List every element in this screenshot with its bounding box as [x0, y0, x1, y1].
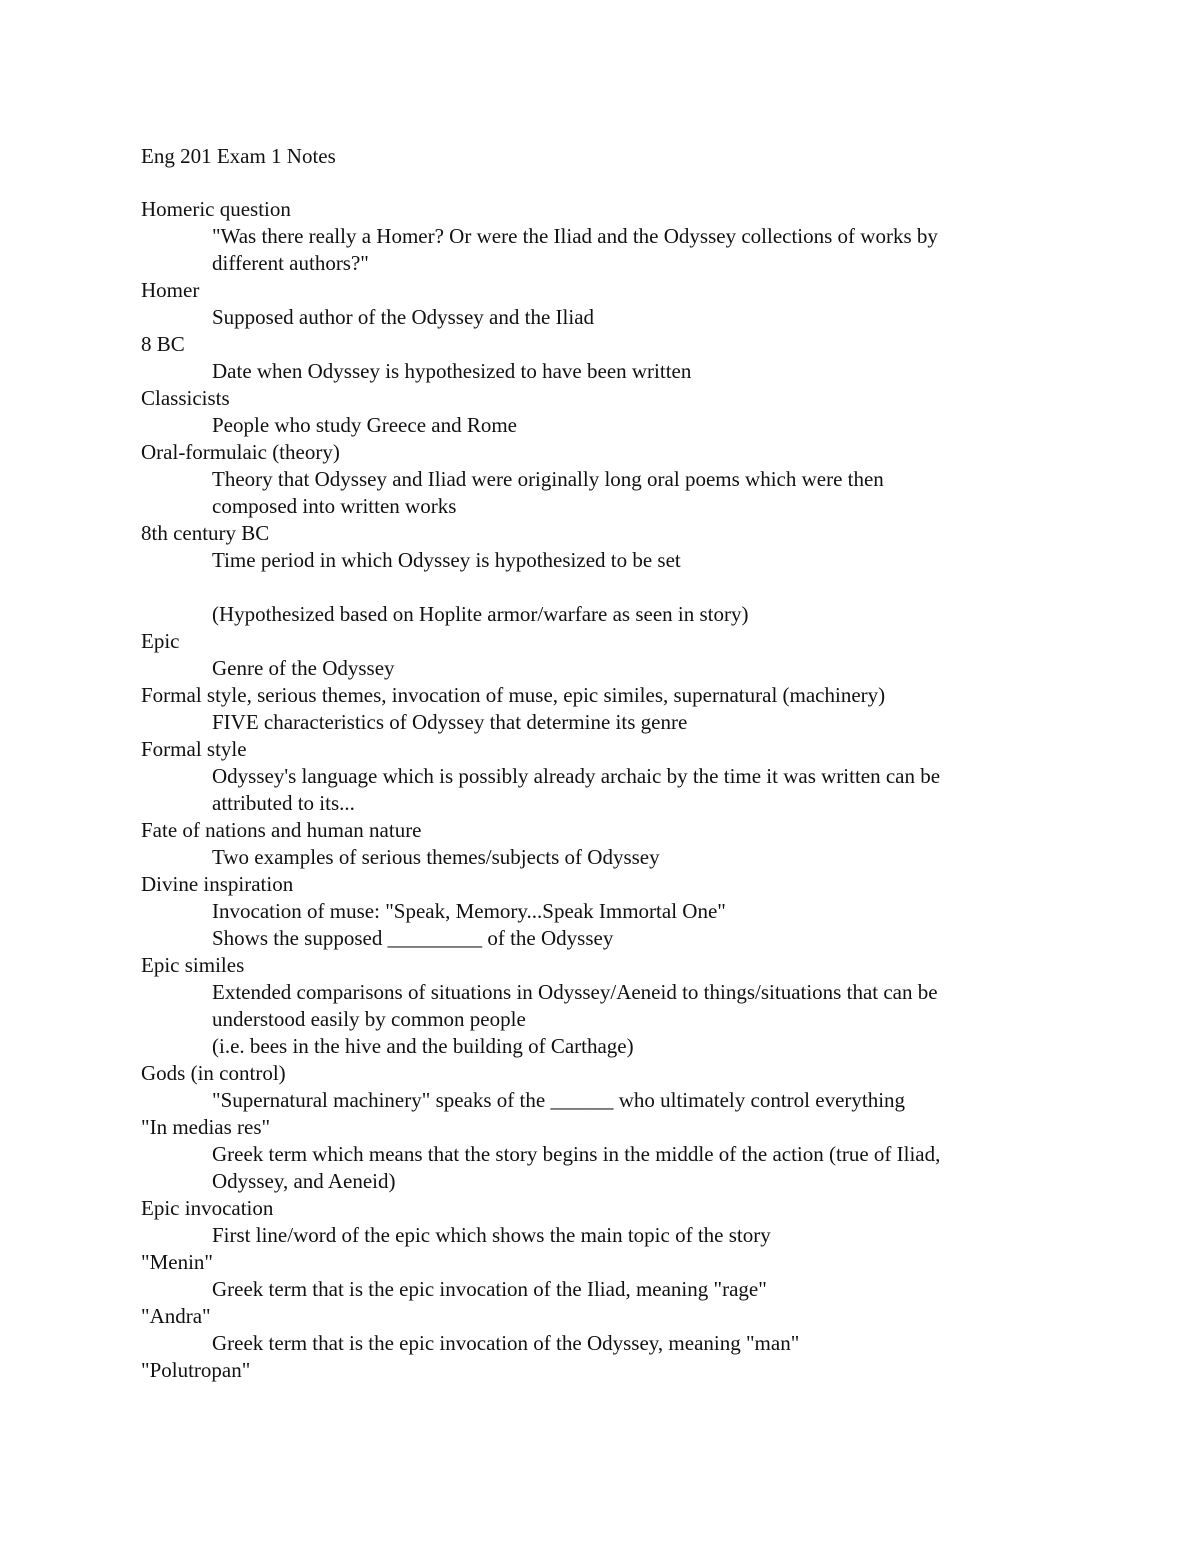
note-entry [141, 520, 1041, 628]
definition-line: Greek term which means that the story begins in the middle of the action (true of Iliad, [212, 1142, 941, 1166]
note-term: Fate of nations and human nature [141, 818, 422, 842]
note-term: Epic [141, 629, 180, 653]
note-entry [141, 817, 1041, 871]
note-definition [141, 1330, 1041, 1357]
definition-line: Theory that Odyssey and Iliad were originally long oral poems which were then [212, 467, 884, 491]
note-definition [141, 844, 1041, 871]
note-term: "Polutropan" [141, 1358, 251, 1382]
note-term: Gods (in control) [141, 1061, 286, 1085]
definition-line: "Was there really a Homer? Or were the Iliad and the Odyssey collections of works by [212, 224, 938, 248]
definition-line: Two examples of serious themes/subjects of Odyssey [212, 845, 660, 869]
note-entry [141, 736, 1041, 817]
definition-line: Date when Odyssey is hypothesized to have been written [212, 359, 692, 383]
note-definition [141, 547, 1041, 628]
note-entry [141, 385, 1041, 439]
definition-line: attributed to its... [212, 791, 355, 815]
definition-line: composed into written works [212, 494, 457, 518]
note-term: Divine inspiration [141, 872, 294, 896]
note-definition [141, 655, 1041, 682]
note-entry [141, 439, 1041, 520]
definition-line: understood easily by common people [212, 1007, 526, 1031]
note-definition [141, 412, 1041, 439]
note-term: 8 BC [141, 332, 185, 356]
note-entry [141, 628, 1041, 682]
definition-line: Greek term that is the epic invocation of the Iliad, meaning "rage" [212, 1277, 767, 1301]
note-entry [141, 1114, 1041, 1195]
note-term: Epic invocation [141, 1196, 274, 1220]
note-entry [141, 196, 1041, 277]
note-entry [141, 277, 1041, 331]
note-definition [141, 1222, 1041, 1249]
document-title: Eng 201 Exam 1 Notes [141, 144, 336, 168]
note-entry [141, 682, 1041, 736]
definition-line: Greek term that is the epic invocation of the Odyssey, meaning "man" [212, 1331, 800, 1355]
note-definition [141, 304, 1041, 331]
note-definition [141, 898, 1041, 952]
note-definition [141, 466, 1041, 520]
note-term: Formal style [141, 737, 247, 761]
note-entry [141, 1249, 1041, 1303]
definition-line: Shows the supposed _________ of the Odyssey [212, 926, 614, 950]
note-term: Oral-formulaic (theory) [141, 440, 340, 464]
definition-line: People who study Greece and Rome [212, 413, 518, 437]
note-term: Formal style, serious themes, invocation of muse, epic similes, supernatural (machinery) [141, 683, 886, 707]
note-entry [141, 871, 1041, 952]
note-term: "In medias res" [141, 1115, 271, 1139]
definition-line: Time period in which Odyssey is hypothesized to be set [212, 548, 681, 572]
note-term: Classicists [141, 386, 230, 410]
definition-line: different authors?" [212, 251, 369, 275]
note-definition [141, 358, 1041, 385]
definition-line: Genre of the Odyssey [212, 656, 395, 680]
definition-line: Odyssey's language which is possibly already archaic by the time it was written can be [212, 764, 941, 788]
note-entry [141, 1357, 1041, 1384]
note-term: Homer [141, 278, 200, 302]
definition-line: (Hypothesized based on Hoplite armor/warfare as seen in story) [212, 602, 749, 626]
definition-line: Extended comparisons of situations in Odyssey/Aeneid to things/situations that can be [212, 980, 938, 1004]
note-definition [141, 1141, 1041, 1195]
note-definition [141, 979, 1041, 1060]
note-term: Homeric question [141, 197, 291, 221]
definition-line: (i.e. bees in the hive and the building of Carthage) [212, 1034, 634, 1058]
note-entry [141, 1195, 1041, 1249]
note-term: "Menin" [141, 1250, 213, 1274]
definition-line: Odyssey, and Aeneid) [212, 1169, 396, 1193]
note-entry [141, 1060, 1041, 1114]
definition-line: Supposed author of the Odyssey and the Iliad [212, 305, 595, 329]
note-definition [141, 709, 1041, 736]
note-entry [141, 331, 1041, 385]
definition-line: "Supernatural machinery" speaks of the ______ who ultimately control everything [212, 1088, 906, 1112]
note-definition [141, 223, 1041, 277]
definition-line: FIVE characteristics of Odyssey that determine its genre [212, 710, 688, 734]
notes-list [141, 196, 1041, 1384]
note-term: Epic similes [141, 953, 245, 977]
note-entry [141, 952, 1041, 1060]
definition-line: Invocation of muse: "Speak, Memory...Speak Immortal One" [212, 899, 726, 923]
note-term: "Andra" [141, 1304, 211, 1328]
note-term: 8th century BC [141, 521, 270, 545]
note-entry [141, 1303, 1041, 1357]
note-definition [141, 763, 1041, 817]
definition-line: First line/word of the epic which shows the main topic of the story [212, 1223, 771, 1247]
note-definition [141, 1087, 1041, 1114]
note-definition [141, 1276, 1041, 1303]
